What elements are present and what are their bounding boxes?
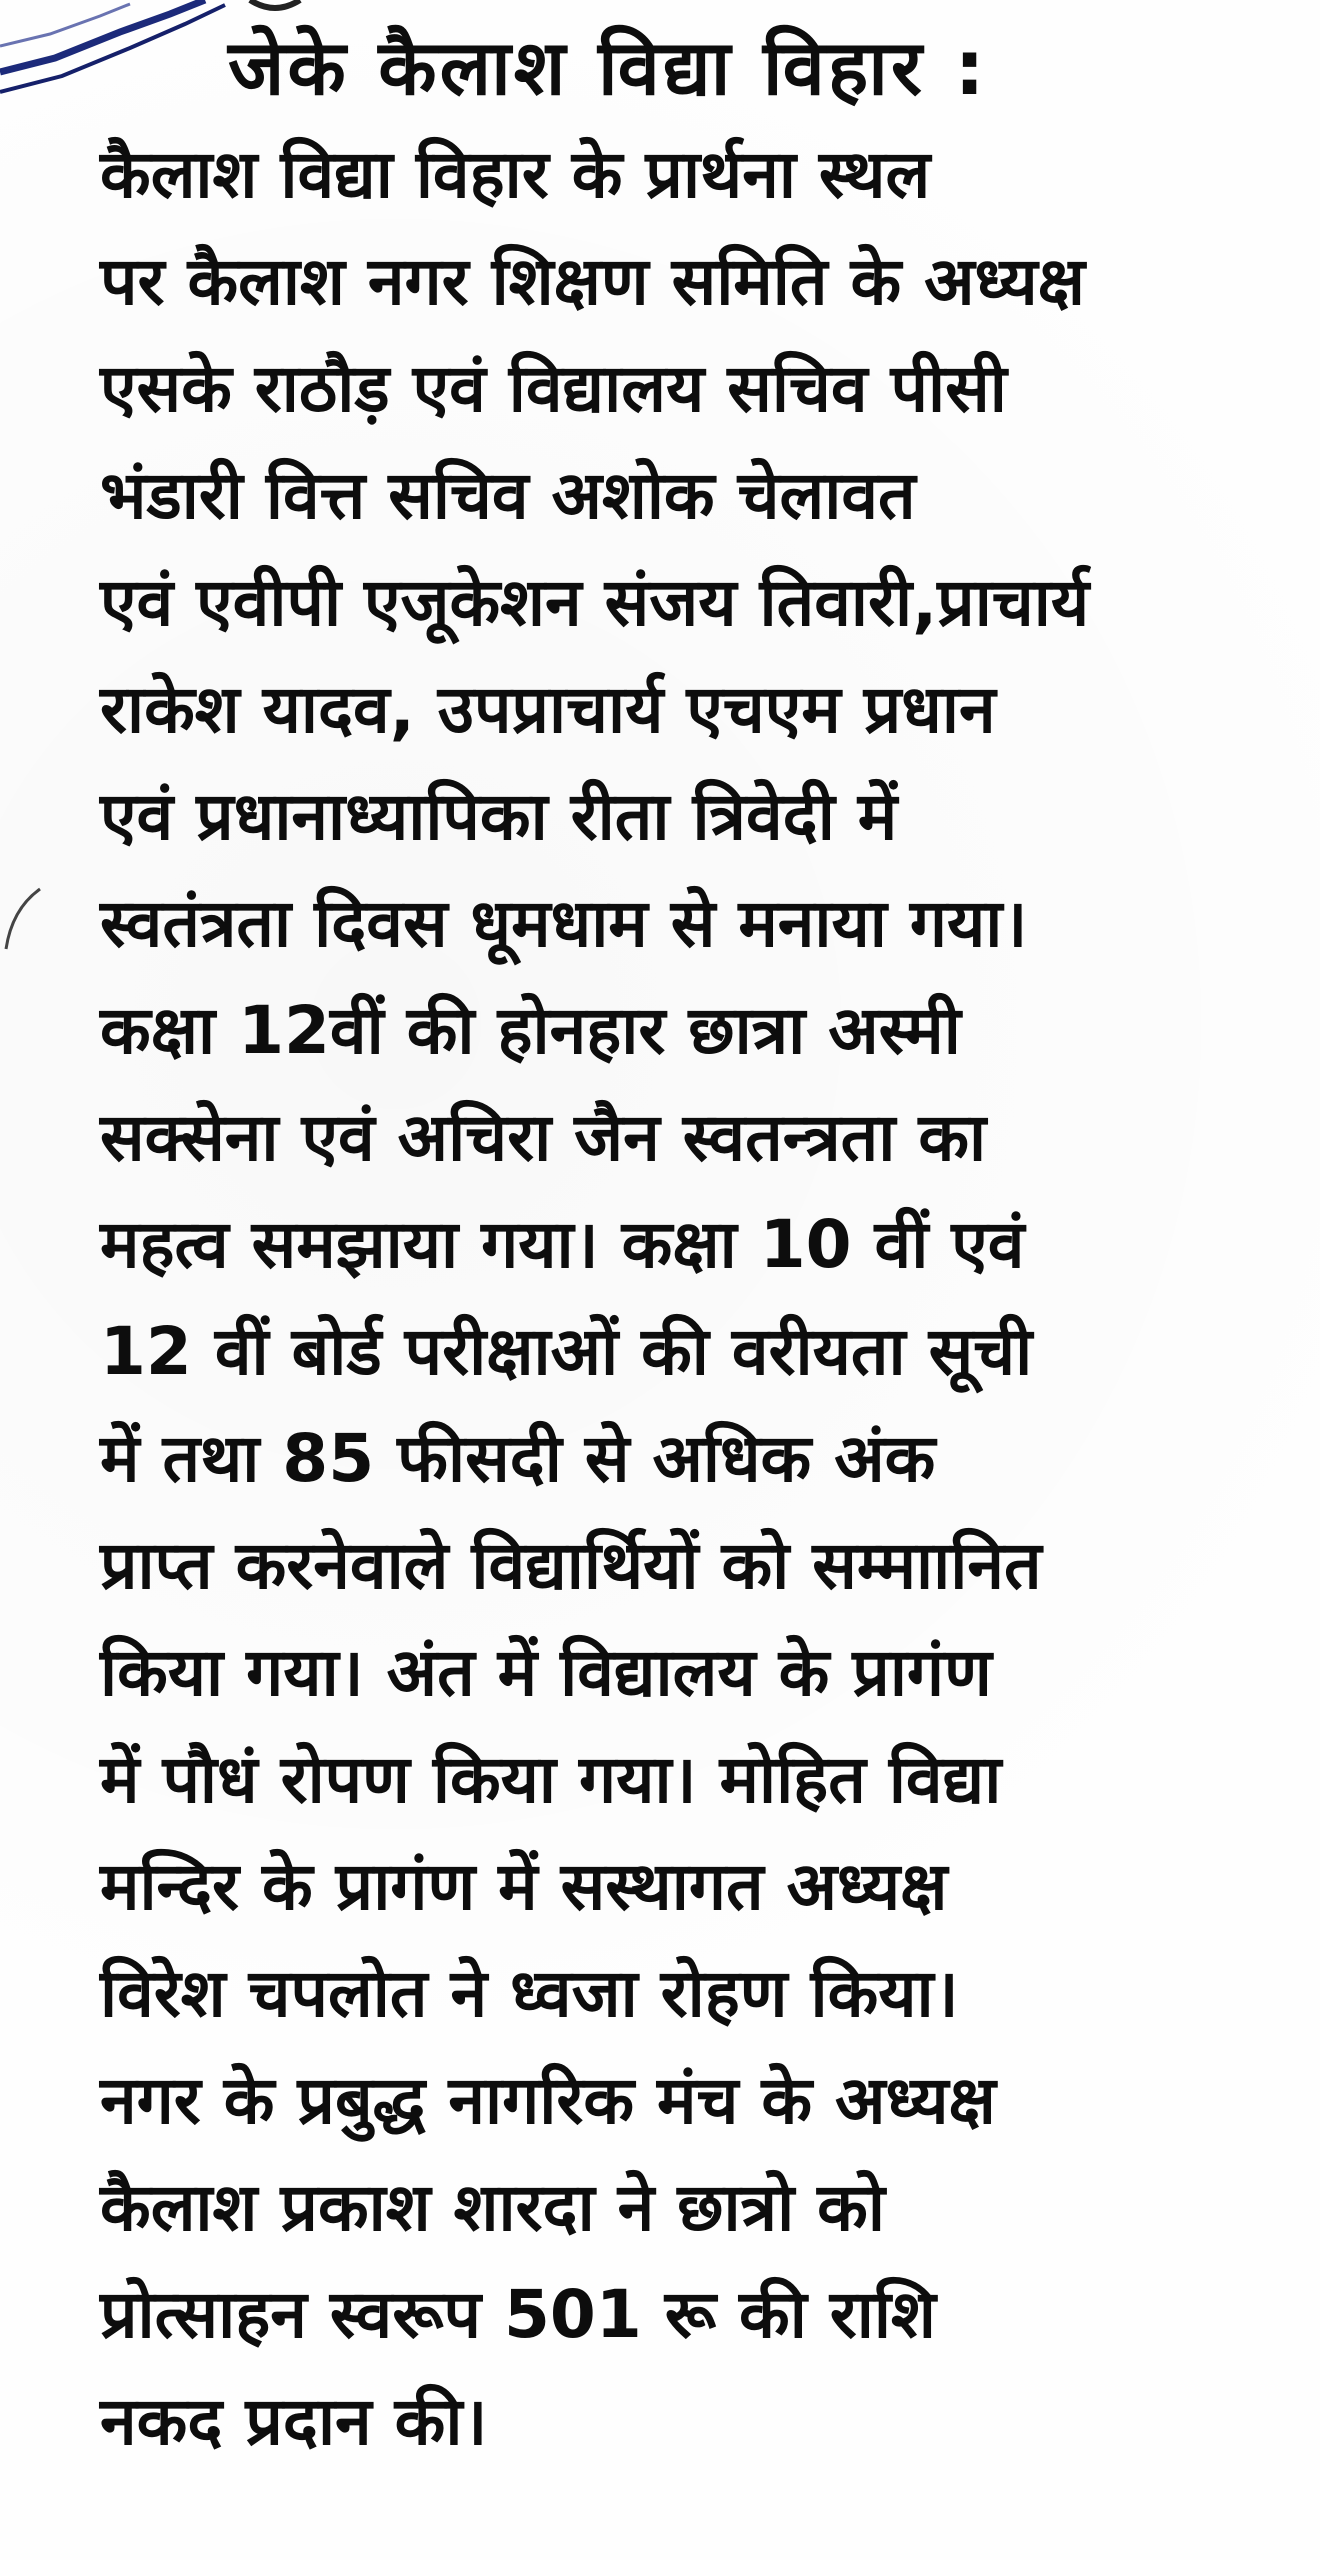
article-line: भंडारी वित्त सचिव अशोक चेलावत [100, 457, 916, 534]
article-line: प्रोत्साहन स्वरूप 501 रू की राशि [100, 2276, 936, 2353]
article-line: विरेश चपलोत ने ध्वजा रोहण किया। [100, 1955, 959, 2032]
article-line: नकद प्रदान की। [100, 2383, 488, 2460]
article-line: 12 वीं बोर्ड परीक्षाओं की वरीयता सूची [100, 1313, 1033, 1390]
article-line: महत्व समझाया गया। कक्षा 10 वीं एवं [100, 1206, 1025, 1283]
article-line: कक्षा 12वीं की होनहार छात्रा अस्मी [100, 992, 961, 1069]
article-line: मन्दिर के प्रागंण में सस्थागत अध्यक्ष [100, 1848, 948, 1925]
article-line: प्राप्त करनेवाले विद्यार्थियों को सम्माानित [100, 1527, 1042, 1604]
article-line: एवं प्रधानाध्यापिका रीता त्रिवेदी में [100, 778, 898, 855]
article-line: एसके राठौड़ एवं विद्यालय सचिव पीसी [100, 350, 1007, 427]
article-line: कैलाश प्रकाश शारदा ने छात्रो को [100, 2169, 885, 2246]
article-line: पर कैलाश नगर शिक्षण समिति के अध्यक्ष [100, 243, 1085, 320]
article-headline: जेके कैलाश विद्या विहार : [228, 23, 988, 112]
article-line: में तथा 85 फीसदी से अधिक अंक [100, 1420, 936, 1497]
article-line: सक्सेना एवं अचिरा जैन स्वतन्त्रता का [100, 1099, 987, 1176]
article-line: कैलाश विद्या विहार के प्रार्थना स्थल [100, 136, 931, 213]
margin-bracket-mark [0, 885, 50, 955]
article-line: राकेश यादव, उपप्राचार्य एचएम प्रधान [100, 671, 996, 748]
article-line: में पौधं रोपण किया गया। मोहित विद्या [100, 1741, 1002, 1818]
article-line: किया गया। अंत में विद्यालय के प्रागंण [100, 1634, 992, 1711]
article-line: स्वतंत्रता दिवस धूमधाम से मनाया गया। [100, 885, 1028, 962]
article-line: नगर के प्रबुद्ध नागरिक मंच के अध्यक्ष [100, 2062, 996, 2139]
article-line: एवं एवीपी एजूकेशन संजय तिवारी,प्राचार्य [100, 564, 1090, 641]
